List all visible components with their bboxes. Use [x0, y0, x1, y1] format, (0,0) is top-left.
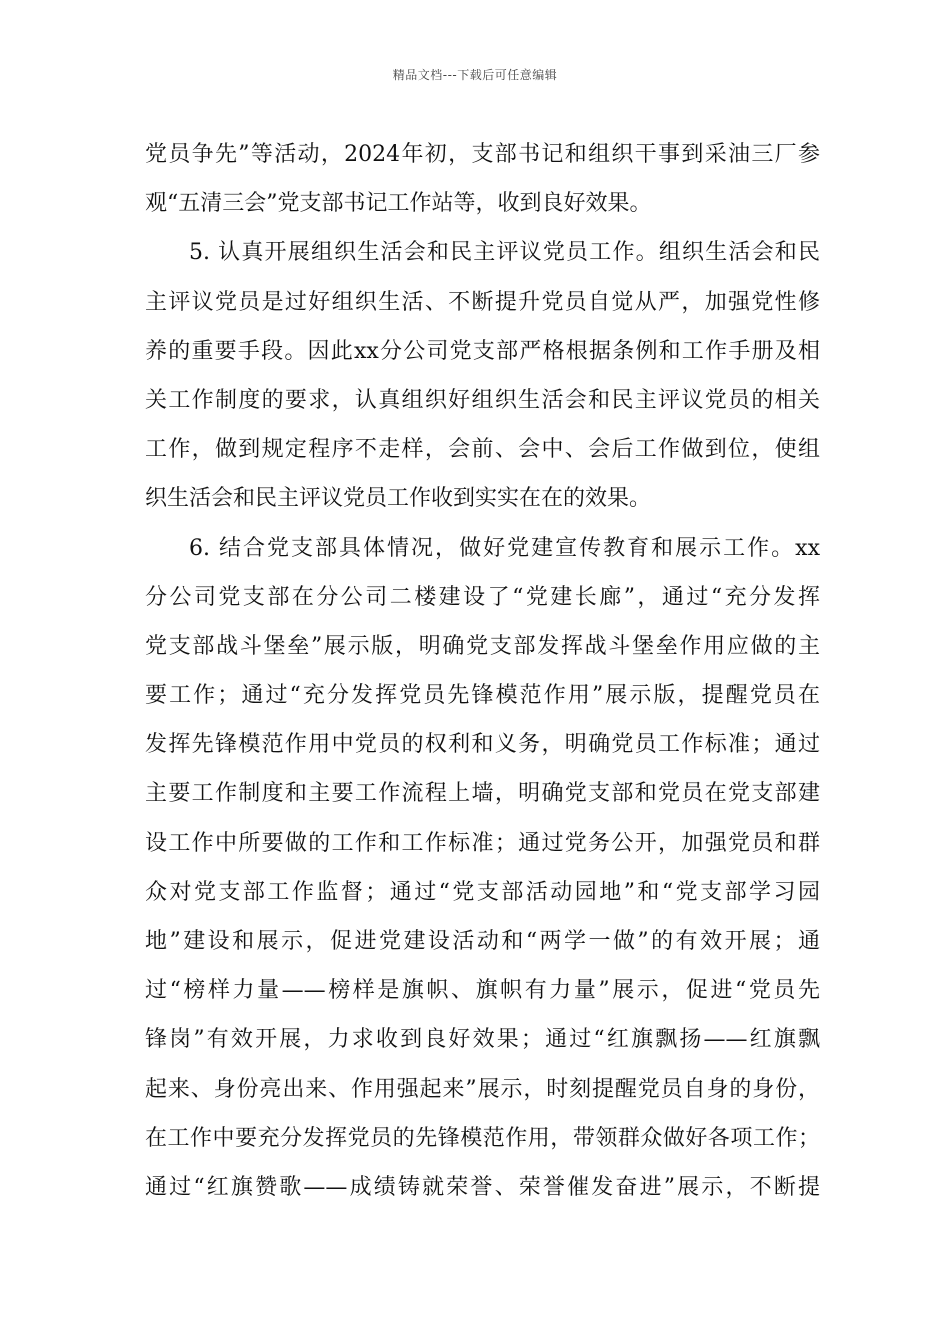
text-line: 起来、身份亮出来、作用强起来”展示，时刻提醒党员自身的身份， — [145, 1076, 820, 1102]
text-line: 观“五清三会”党支部书记工作站等，收到良好效果。 — [145, 191, 652, 217]
text-line: 设工作中所要做的工作和工作标准；通过党务公开，加强党员和群 — [145, 830, 820, 856]
text-line: 通过“红旗赞歌——成绩铸就荣誉、荣誉催发奋进”展示，不断提 — [145, 1174, 820, 1200]
text-line: 众对党支部工作监督；通过“党支部活动园地”和“党支部学习园 — [145, 879, 820, 905]
text-line: 主评议党员是过好组织生活、不断提升党员自觉从严，加强党性修 — [145, 289, 820, 315]
text-line: 在工作中要充分发挥党员的先锋模范作用，带领群众做好各项工作； — [145, 1125, 820, 1151]
text-line: 分公司党支部在分公司二楼建设了“党建长廊”，通过“充分发挥 — [145, 584, 820, 610]
text-line: 要工作；通过“充分发挥党员先锋模范作用”展示版，提醒党员在 — [145, 683, 820, 709]
page-header: 精品文档---下载后可任意编辑 — [392, 68, 558, 82]
document-body — [145, 130, 820, 1212]
text-line: 工作，做到规定程序不走样，会前、会中、会后工作做到位，使组 — [145, 437, 820, 463]
text-line: 主要工作制度和主要工作流程上墙，明确党支部和党员在党支部建 — [145, 781, 820, 807]
text-line: 关工作制度的要求，认真组织好组织生活会和民主评议党员的相关 — [145, 387, 820, 413]
text-line: 地”建设和展示，促进党建设活动和“两学一做”的有效开展；通 — [145, 929, 820, 954]
text-line: 党员争先”等活动，2024年初，支部书记和组织干事到采油三厂参 — [145, 142, 820, 167]
text-line: 发挥先锋模范作用中党员的权利和义务，明确党员工作标准；通过 — [145, 732, 820, 758]
text-line: 过“榜样力量——榜样是旗帜、旗帜有力量”展示，促进“党员先 — [145, 978, 820, 1004]
text-line: 党支部战斗堡垒”展示版，明确党支部发挥战斗堡垒作用应做的主 — [145, 633, 820, 659]
text-line: 6. 结合党支部具体情况，做好党建宣传教育和展示工作。xx — [189, 535, 820, 561]
text-line: 5. 认真开展组织生活会和民主评议党员工作。组织生活会和民 — [189, 240, 820, 266]
text-line: 养的重要手段。因此xx分公司党支部严格根据条例和工作手册及相 — [145, 338, 820, 364]
text-line: 锋岗”有效开展，力求收到良好效果；通过“红旗飘扬——红旗飘 — [145, 1027, 820, 1053]
text-line: 织生活会和民主评议党员工作收到实实在在的效果。 — [145, 486, 652, 512]
